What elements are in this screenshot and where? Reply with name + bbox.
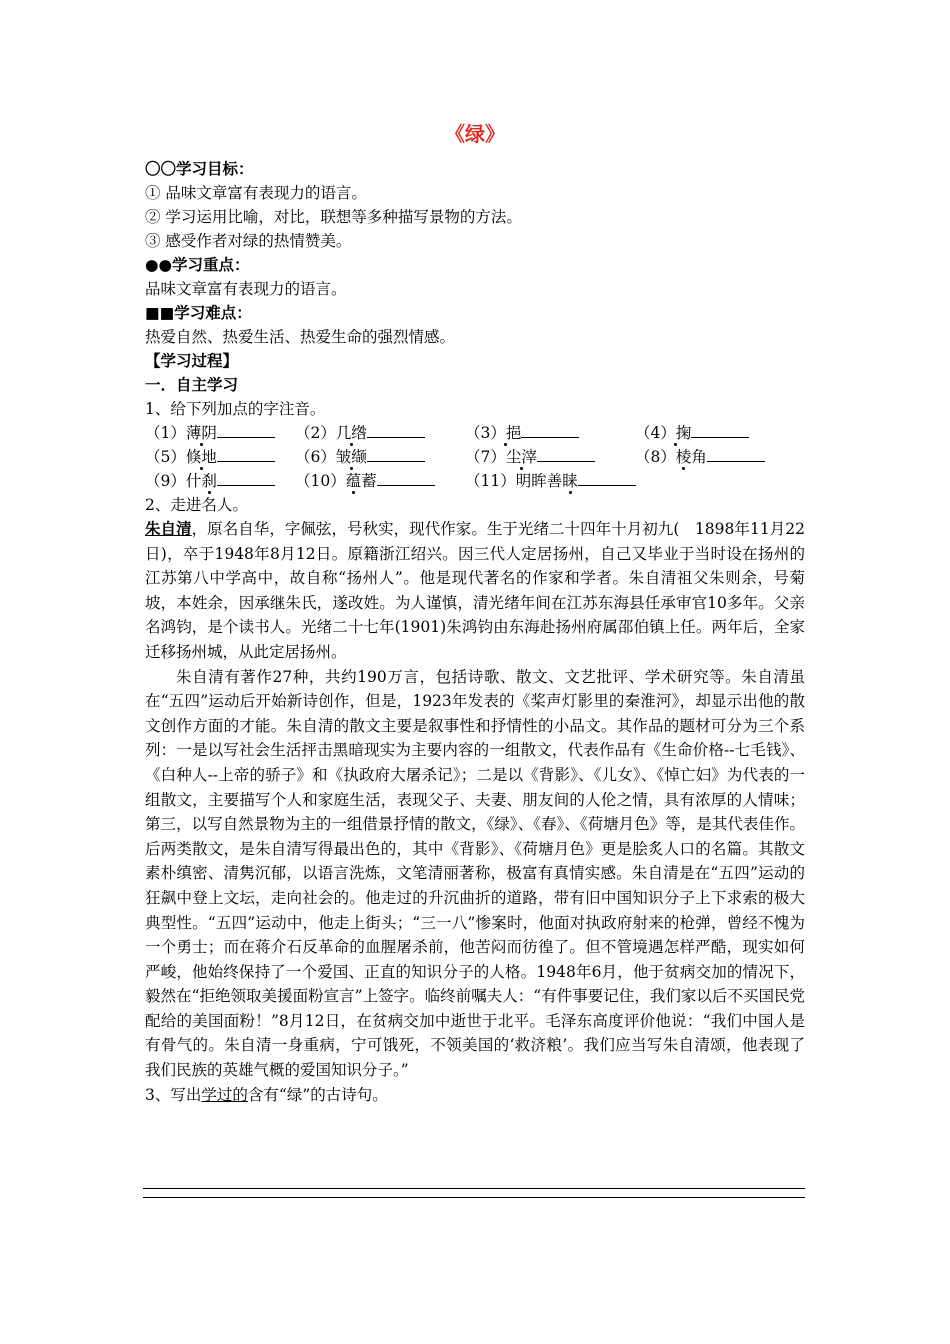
answer-line[interactable] [143,1188,805,1189]
question-1-label: 1、给下列加点的字注音。 [145,400,326,418]
section-heading: 一．自主学习 [145,376,239,394]
answer-blank[interactable] [537,446,595,462]
bio-paragraph-1: 朱自清，原名自华，字佩弦，号秋实，现代作家。生于光绪二十四年十月初九( 1898年11月22日)，卒于1948年8月12日。原籍浙江绍兴。因三代人定居扬州，自己又毕业于当时设在扬州的江苏第八中学高中，故自称“扬州人”。他是现代著名的作家和学者。朱自清祖父朱则余，号菊坡，本姓余，因承继朱氏，遂改姓。为人谨慎，清光绪年间在江苏东海县任承审官10多年。父亲名鸿钧，是个读书人。光绪二十七年(1901)朱鸿钧由东海赴扬州府属邵伯镇上任。两年后，全家迁移扬州城，从此定居扬州。 [145,520,805,661]
answer-blank[interactable] [707,446,765,462]
answer-blank[interactable] [578,470,636,486]
exercise-item: （5）倏地 [145,445,295,469]
key-point-text: 品味文章富有表现力的语言。 [145,280,347,298]
difficulty-heading: ■■学习难点： [145,304,252,322]
exercise-item: （7）尘滓 [465,445,635,469]
pinyin-exercise-grid [145,421,805,493]
answer-blank[interactable] [691,422,749,438]
question-3-label: 3、写出学过的含有“绿”的古诗句。 [145,1085,388,1104]
exercise-item: （2）几绺 [295,421,465,445]
answer-blank[interactable] [217,446,275,462]
exercise-item: （6）皱缬 [295,445,465,469]
exercise-item: （9）什刹 [145,469,295,493]
answer-blank[interactable] [217,470,275,486]
answer-line[interactable] [143,1197,805,1198]
goal-item: ③ 感受作者对绿的热情赞美。 [145,232,352,250]
exercise-item: （8）棱角 [635,445,785,469]
key-point-heading: ●●学习重点： [145,256,250,274]
answer-blank[interactable] [367,446,425,462]
exercise-item: （3）挹 [465,421,635,445]
exercise-item: （10）蕴蓄 [295,469,465,493]
question-2-label: 2、走进名人。 [145,496,248,514]
answer-blank[interactable] [521,422,579,438]
page-title: 《绿》 [445,122,505,146]
answer-blank[interactable] [367,422,425,438]
goal-item: ② 学习运用比喻，对比，联想等多种描写景物的方法。 [145,208,522,226]
exercise-item: （1）薄阴 [145,421,295,445]
author-name: 朱自清 [145,520,192,538]
difficulty-text: 热爱自然、热爱生活、热爱生命的强烈情感。 [145,328,456,346]
goals-heading: 〇〇学习目标： [145,160,254,178]
process-heading: 【学习过程】 [145,352,239,370]
answer-blank[interactable] [377,470,435,486]
exercise-item: （11）明眸善睐 [465,469,785,493]
exercise-item: （4）掬 [635,421,785,445]
goal-item: ① 品味文章富有表现力的语言。 [145,184,367,202]
answer-blank[interactable] [217,422,275,438]
worksheet-content [145,118,805,1107]
bio-paragraph-2: 朱自清有著作27种，共约190万言，包括诗歌、散文、文艺批评、学术研究等。朱自清虽在“五四”运动后开始新诗创作，但是，1923年发表的《桨声灯影里的秦淮河》，却显示出他的散文创作方面的才能。朱自清的散文主要是叙事性和抒情性的小品文。其作品的题材可分为三个系列：一是以写社会生活抨击黑暗现实为主要内容的一组散文，代表作品有《生命价格--七毛钱》、《白种人--上帝的骄子》和《执政府大屠杀记》；二是以《背影》、《儿女》、《悼亡妇》为代表的一组散文，主要描写个人和家庭生活，表现父子、夫妻、朋友间的人伦之情，具有浓厚的人情味；第三，以写自然景物为主的一组借景抒情的散文，《绿》、《春》、《荷塘月色》等，是其代表佳作。后两类散文，是朱自清写得最出色的，其中《背影》、《荷塘月色》更是脍炙人口的名篇。其散文素朴缜密、清隽沉郁，以语言洗炼，文笔清丽著称，极富有真情实感。朱自清是在“五四”运动的狂飙中登上文坛，走向社会的。他走过的升沉曲折的道路，带有旧中国知识分子上下求索的极大典型性。“五四”运动中，他走上街头；“三一八”惨案时，他面对执政府射来的枪弹，曾经不愧为一个勇士；而在蒋介石反革命的血腥屠杀前，他苦闷而彷徨了。但不管境遇怎样严酷，现实如何严峻，他始终保持了一个爱国、正直的知识分子的人格。1948年6月，他于贫病交加的情况下，毅然在“拒绝领取美援面粉宣言”上签字。临终前嘱夫人：“有件事要记住，我们家以后不买国民党配给的美国面粉！”8月12日，在贫病交加中逝世于北平。毛泽东高度评价他说：“我们中国人是有骨气的。朱自清一身重病，宁可饿死，不领美国的‘救济粮’。我们应当写朱自清颂，他表现了我们民族的英雄气概的爱国知识分子。” [145,667,805,1080]
